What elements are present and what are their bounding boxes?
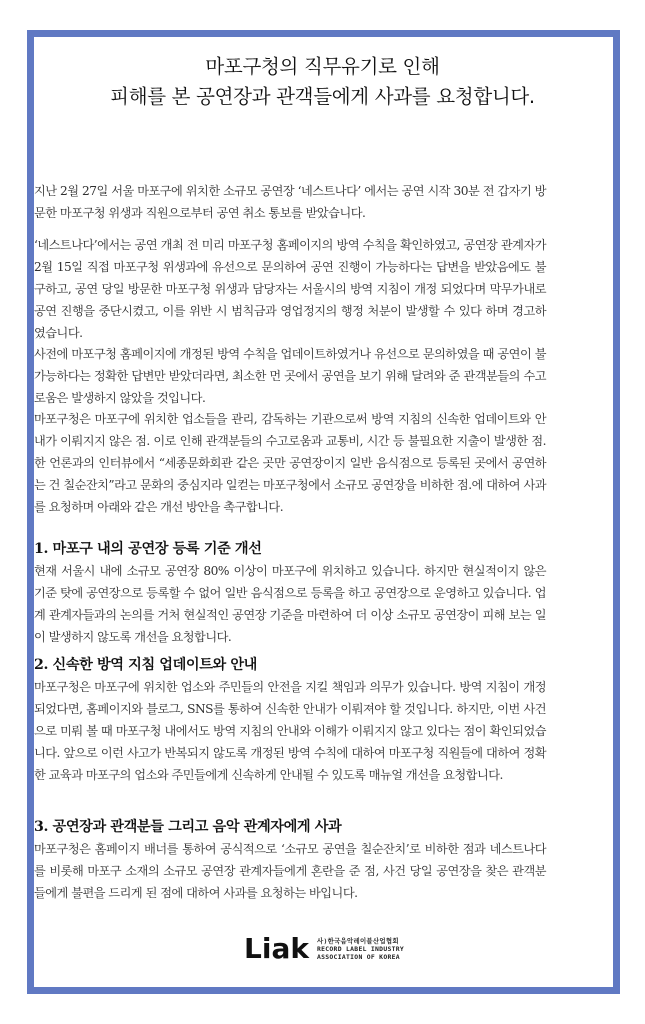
title-line-2: 피해를 본 공연장과 관객들에게 사과를 요청합니다. — [110, 85, 535, 108]
intro-paragraph-3-block — [34, 343, 546, 409]
logo-wordmark: Liak — [244, 932, 309, 965]
intro-paragraph-4-block — [34, 408, 546, 518]
intro-paragraph-3: 사전에 마포구청 홈페이지에 개정된 방역 수칙을 업데이트하였거나 유선으로 문의하였을 때 공연이 불가능하다는 정확한 답변만 받았더라면, 최소한 먼 곳에서 공연을 보기 위해 달려와 준 관객분들의 수고로움은 발생하지 않았을 것입니다. — [34, 347, 546, 405]
section-1-heading: 1. 마포구 내의 공연장 등록 기준 개선 — [34, 541, 262, 557]
logo-english-line-1: RECORD LABEL INDUSTRY — [316, 945, 405, 953]
section-2-text: 마포구청은 마포구에 위치한 업소와 주민들의 안전을 지킬 책임과 의무가 있습니다. 방역 지침이 개정되었다면, 홈페이지와 블로그, SNS를 통하여 신속한 안내가 이뤄져야 할 것입니다. 하지만, 이번 사건으로 미뤄 볼 때 마포구청 내에서도 방역 지침의 안내와 이해가 이뤄지지 않고 있다는 점이 확인되었습니다. 앞으로 이런 사고가 반복되지 않도록 개정된 방역 수칙에 대하여 마포구청 직원들에 대하여 정확한 교육과 마포구의 업소와 주민들에게 신속하게 안내될 수 있도록 매뉴얼 개선을 요청합니다. — [34, 680, 546, 782]
section-2 — [34, 654, 546, 786]
intro-paragraph-4: 마포구청은 마포구에 위치한 업소들을 관리, 감독하는 기관으로써 방역 지침의 신속한 업데이트와 안내가 이뤄지지 않은 점. 이로 인해 관객분들의 수고로움과 교통비, 시간 등 불필요한 지출이 발생한 점. 한 언론과의 인터뷰에서 “세종문화회관 같은 곳만 공연장이지 일반 음식점으로 등록된 곳에서 공연하는 건 칠순잔치”라고 문화의 중심지라 일컫는 마포구청에서 소규모 공연장을 비하한 점.에 대하여 사과를 요청하며 아래와 같은 개선 방안을 촉구합니다. — [34, 412, 546, 514]
section-3-heading: 3. 공연장과 관객분들 그리고 음악 관계자에게 사과 — [34, 819, 342, 835]
intro-paragraph-1: 지난 2월 27일 서울 마포구에 위치한 소규모 공연장 ‘네스트나다’ 에서는 공연 시작 30분 전 갑자기 방문한 마포구청 위생과 직원으로부터 공연 취소 통보를 받았습니다. — [34, 184, 546, 220]
intro-paragraph-2: ‘네스트나다’에서는 공연 개최 전 미리 마포구청 홈페이지의 방역 수칙을 확인하였고, 공연장 관계자가 2월 15일 직접 마포구청 위생과에 유선으로 문의하여 공연 진행이 가능하다는 답변을 받았음에도 불구하고, 공연 당일 방문한 마포구청 위생과 담당자는 서울시의 방역 지침이 개정 되었다며 막무가내로 공연 진행을 중단시켰고, 이를 위반 시 범칙금과 영업정지의 행정 처분이 발생할 수 있다 하며 경고하였습니다. — [34, 238, 546, 340]
section-3-text: 마포구청은 홈페이지 배너를 통하여 공식적으로 ‘소규모 공연을 칠순잔치’로 비하한 점과 네스트나다를 비롯해 마포구 소재의 소규모 공연장 관계자들에게 혼란을 준 점, 사건 당일 공연장을 찾은 관객분들에게 불편을 드리게 된 점에 대하여 사과를 요청하는 바입니다. — [34, 842, 546, 900]
logo-text-block — [317, 937, 404, 961]
logo-english-line-2: ASSOCIATION OF KOREA — [316, 953, 400, 961]
title-line-1: 마포구청의 직무유기로 인해 — [205, 55, 440, 78]
section-3 — [34, 816, 546, 904]
section-1-text: 현재 서울시 내에 소규모 공연장 80% 이상이 마포구에 위치하고 있습니다. 하지만 현실적이지 않은 기준 탓에 공연장으로 등록할 수 없어 일반 음식점으로 등록을 하고 공연장으로 운영하고 있습니다. 업계 관계자들과의 논의를 거처 현실적인 공연장 기준을 마련하여 더 이상 소규모 공연장이 피해 보는 일이 발생하지 않도록 개선을 요청합니다. — [34, 564, 546, 644]
section-2-heading: 2. 신속한 방역 지침 업데이트와 안내 — [34, 657, 257, 673]
intro-paragraph-2-block — [34, 234, 546, 344]
document-title — [0, 52, 645, 112]
logo-korean-name: 사)한국음악레이블산업협회 — [316, 937, 399, 945]
section-1 — [34, 538, 546, 648]
intro-paragraph-1-block — [34, 180, 546, 224]
liak-logo — [244, 932, 405, 965]
